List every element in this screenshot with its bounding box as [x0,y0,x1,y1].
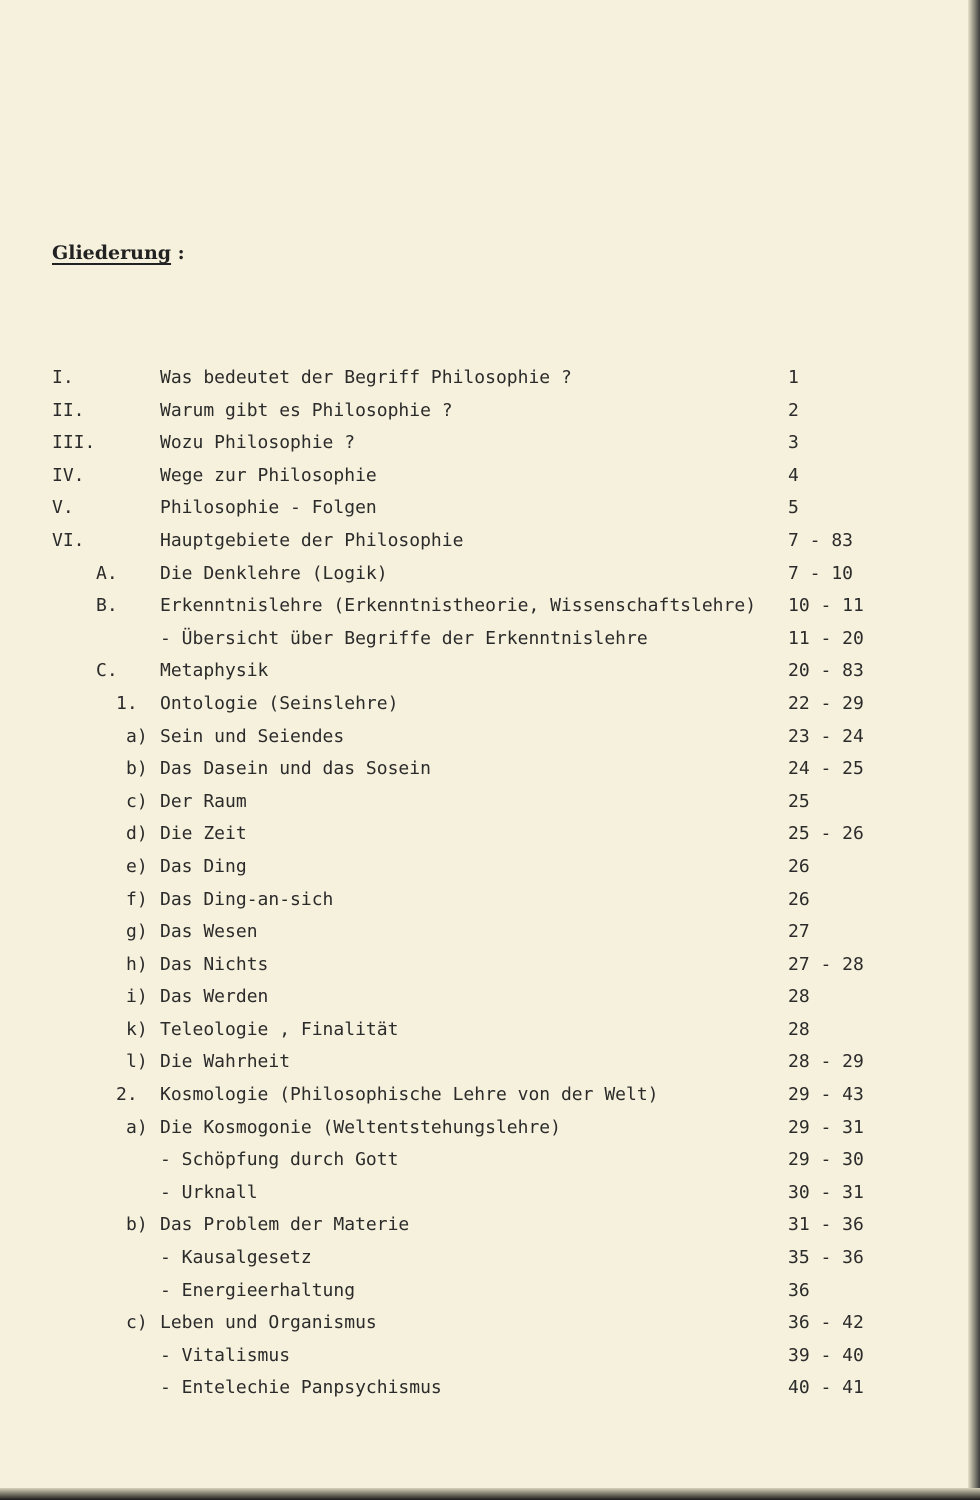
toc-number: II. [52,399,85,421]
toc-number: l) [126,1051,148,1073]
toc-pages: 29 - 30 [788,1149,864,1171]
toc-row [0,525,968,558]
toc-row [0,981,968,1014]
toc-number: c) [126,790,148,812]
toc-number: i) [126,986,148,1008]
toc-number: V. [52,497,74,519]
toc-pages: 40 - 41 [788,1377,864,1399]
toc-number: B. [96,595,118,617]
toc-row [0,818,968,851]
toc-title: Teleologie , Finalität [160,1018,399,1040]
toc-title: Die Kosmogonie (Weltentstehungslehre) [160,1116,561,1138]
toc-number: b) [126,758,148,780]
toc-pages: 5 [788,497,799,519]
heading-title: Gliederung [52,242,172,264]
toc-pages: 29 - 31 [788,1116,864,1138]
toc-pages: 24 - 25 [788,758,864,780]
toc-title: Der Raum [160,790,247,812]
toc-pages: 1 [788,367,799,388]
toc-number: b) [126,1214,148,1236]
page-edge-bottom [0,1488,980,1500]
toc-title: Leben und Organismus [160,1312,377,1334]
toc-row [0,1079,968,1112]
toc-number: VI. [52,529,85,551]
toc-row [0,1372,968,1405]
toc-title: Wege zur Philosophie [160,464,377,486]
toc-row [0,851,968,884]
toc-pages: 27 - 28 [788,953,864,975]
toc-pages: 7 - 10 [788,562,854,584]
toc-pages: 25 - 26 [788,823,864,845]
toc-pages: 29 - 43 [788,1084,864,1106]
toc-pages: 7 - 83 [788,529,854,551]
toc-row [0,460,968,493]
toc-pages: 2 [788,399,799,421]
table-of-contents [0,362,968,1405]
toc-pages: 36 - 42 [788,1312,864,1334]
toc-number: c) [126,1312,148,1334]
toc-row [0,1046,968,1079]
toc-pages: 26 [788,855,810,877]
toc-title: Was bedeutet der Begriff Philosophie ? [160,367,572,388]
toc-row [0,590,968,623]
toc-number: a) [126,1116,148,1138]
toc-row [0,1275,968,1308]
toc-title: Ontologie (Seinslehre) [160,692,399,714]
toc-title: Erkenntnislehre (Erkenntnistheorie, Wissenschaftslehre) [160,595,757,617]
toc-row [0,1014,968,1047]
toc-title: Wozu Philosophie ? [160,432,356,454]
toc-pages: 20 - 83 [788,660,864,682]
toc-row [0,786,968,819]
page-edge-right [968,0,980,1500]
toc-pages: 27 [788,921,810,943]
toc-row [0,1340,968,1373]
toc-pages: 30 - 31 [788,1181,864,1203]
toc-pages: 11 - 20 [788,627,864,649]
toc-pages: 22 - 29 [788,692,864,714]
toc-pages: 31 - 36 [788,1214,864,1236]
toc-title: Kosmologie (Philosophische Lehre von der Welt) [160,1084,659,1106]
toc-row [0,884,968,917]
toc-title: - Vitalismus [160,1344,291,1366]
toc-number: k) [126,1018,148,1040]
toc-pages: 3 [788,432,799,454]
toc-number: g) [126,921,148,943]
toc-number: C. [96,660,118,682]
toc-title: Die Denklehre (Logik) [160,562,388,584]
toc-title: Sein und Seiendes [160,725,345,747]
toc-title: Das Ding-an-sich [160,888,334,910]
toc-title: - Schöpfung durch Gott [160,1149,399,1171]
toc-title: - Übersicht über Begriffe der Erkenntnislehre [160,627,648,649]
toc-title: Die Zeit [160,823,247,845]
toc-row [0,949,968,982]
toc-row [0,1242,968,1275]
toc-title: Das Nichts [160,953,269,975]
toc-row [0,492,968,525]
toc-number: a) [126,725,148,747]
toc-pages: 26 [788,888,810,910]
toc-row [0,427,968,460]
toc-title: Das Ding [160,855,247,877]
toc-number: III. [52,432,96,454]
toc-number: h) [126,953,148,975]
toc-title: Metaphysik [160,660,269,682]
toc-number: f) [126,888,148,910]
toc-title: Warum gibt es Philosophie ? [160,399,453,421]
toc-title: Das Wesen [160,921,258,943]
toc-title: Das Problem der Materie [160,1214,410,1236]
toc-row [0,1177,968,1210]
toc-title: Die Wahrheit [160,1051,291,1073]
toc-number: A. [96,562,118,584]
toc-pages: 28 - 29 [788,1051,864,1073]
toc-pages: 35 - 36 [788,1247,864,1269]
toc-pages: 25 [788,790,810,812]
toc-title: - Energieerhaltung [160,1279,356,1301]
toc-row [0,753,968,786]
toc-pages: 39 - 40 [788,1344,864,1366]
toc-row [0,1307,968,1340]
toc-number: IV. [52,464,85,486]
heading-colon: : [177,242,185,264]
toc-title: Philosophie - Folgen [160,497,377,519]
toc-row [0,362,968,395]
toc-row [0,721,968,754]
toc-title: Das Werden [160,986,269,1008]
toc-row [0,558,968,591]
toc-title: - Entelechie Panpsychismus [160,1377,442,1399]
toc-row [0,395,968,428]
toc-number: 1. [116,692,138,714]
toc-title: Hauptgebiete der Philosophie [160,529,464,551]
toc-pages: 10 - 11 [788,595,864,617]
toc-row [0,623,968,656]
toc-title: Das Dasein und das Sosein [160,758,431,780]
toc-number: e) [126,855,148,877]
toc-number: d) [126,823,148,845]
toc-pages: 36 [788,1279,810,1301]
toc-row [0,1209,968,1242]
toc-row [0,916,968,949]
toc-pages: 4 [788,464,799,486]
toc-title: - Urknall [160,1181,258,1203]
toc-pages: 28 [788,986,810,1008]
toc-number: I. [52,367,74,388]
page-heading [52,242,185,264]
toc-title: - Kausalgesetz [160,1247,312,1269]
toc-pages: 28 [788,1018,810,1040]
toc-row [0,688,968,721]
toc-pages: 23 - 24 [788,725,864,747]
toc-row [0,655,968,688]
toc-number: 2. [116,1084,138,1106]
toc-row [0,1144,968,1177]
toc-row [0,1112,968,1145]
